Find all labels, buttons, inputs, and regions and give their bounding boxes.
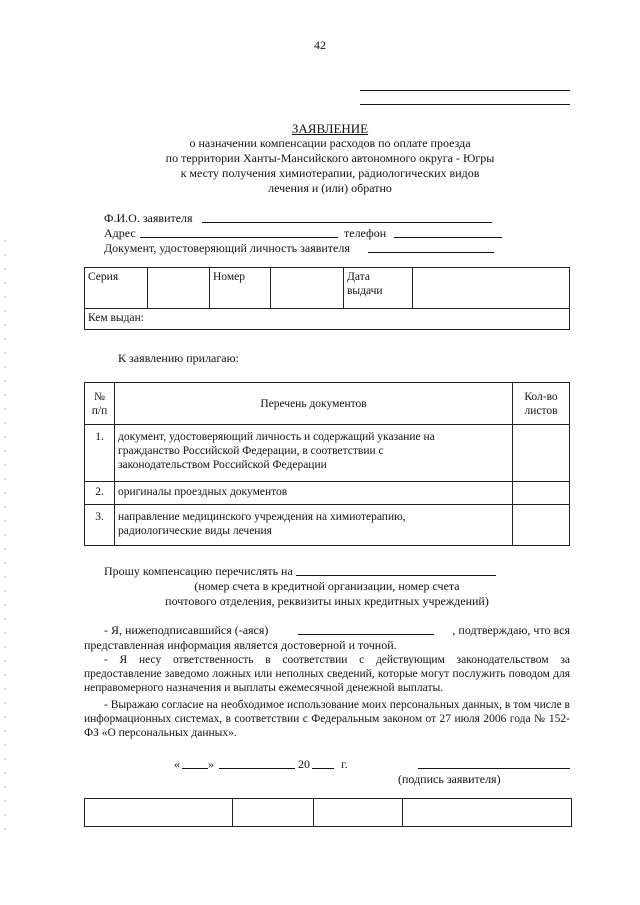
address-row: [104, 226, 136, 240]
statement-1-end: , подтверждаю, что вся: [452, 623, 570, 637]
transfer-hint-line2: почтового отделения, реквизиты иных кредитных учреждений): [165, 594, 489, 608]
col-list-header: Перечень документов: [115, 383, 513, 425]
row-3-num: 3.: [85, 505, 115, 546]
col-num-header-line1: №: [94, 390, 105, 403]
row-1-count[interactable]: [513, 425, 570, 482]
subtitle-line-4: лечения и (или) обратно: [268, 181, 392, 195]
signature-field[interactable]: [418, 768, 570, 769]
series-label: Серия: [85, 268, 148, 309]
document-label: Документ, удостоверяющий личность заявителя: [104, 241, 350, 255]
documents-table: [84, 382, 570, 546]
subtitle-line-1: о назначении компенсации расходов по оплате проезда: [189, 136, 471, 150]
service-table: [84, 798, 572, 827]
col-num-header-line2: п/п: [91, 404, 108, 417]
page-number: 42: [314, 38, 326, 52]
number-value[interactable]: [271, 268, 344, 309]
fio-field[interactable]: [202, 222, 492, 223]
col-num-header: [85, 383, 115, 425]
date-year-prefix: 20: [298, 757, 310, 771]
address-field[interactable]: [140, 237, 338, 238]
fio-label: Ф.И.О. заявителя: [104, 211, 193, 225]
service-cell-3[interactable]: [314, 799, 403, 827]
row-2-num: 2.: [85, 482, 115, 505]
attach-label: К заявлению прилагаю:: [118, 351, 239, 365]
service-cell-1[interactable]: [85, 799, 233, 827]
row-3-text: [115, 505, 513, 546]
statement-1-line2: представленная информация является достоверной и точной.: [84, 638, 397, 652]
col-count-header-line2: листов: [524, 404, 558, 417]
statement-2: - Я несу ответственность в соответствии с действующим законодательством за предоставление заведомо ложных или неполных сведений, которые могут послужить поводом для неправомерного назначения и выплаты ежемесячной денежной выплаты.: [84, 654, 570, 694]
row-1-line-3: законодательством Российской Федерации: [118, 459, 327, 471]
date-month-field[interactable]: [219, 768, 295, 769]
date-year-suffix: г.: [341, 757, 348, 771]
signature-label: (подпись заявителя): [398, 772, 501, 786]
service-cell-2[interactable]: [233, 799, 314, 827]
row-3-line-1: направление медицинского учреждения на химиотерапию,: [118, 511, 406, 523]
issue-date-label-line2: выдачи: [347, 285, 383, 297]
transfer-hint-line1: (номер счета в кредитной организации, номер счета: [194, 579, 460, 593]
address-label: Адрес: [104, 226, 136, 240]
issue-date-label-line1: Дата: [347, 271, 370, 283]
phone-row: [344, 226, 386, 240]
addressee-line-2: [360, 104, 570, 105]
statement-1-start: - Я, нижеподписавшийся (-аяся): [104, 623, 269, 637]
title-block: [120, 121, 540, 196]
col-count-header: [513, 383, 570, 425]
phone-field[interactable]: [394, 237, 502, 238]
row-3-line-2: радиологические виды лечения: [118, 525, 272, 537]
service-cell-4[interactable]: [403, 799, 572, 827]
row-1-text: [115, 425, 513, 482]
subtitle-line-3: к месту получения химиотерапии, радиологических видов: [180, 166, 480, 180]
scan-artifact-dots: [4, 240, 6, 840]
phone-label: телефон: [344, 226, 387, 240]
series-value[interactable]: [148, 268, 210, 309]
document-title: ЗАЯВЛЕНИЕ: [291, 121, 369, 136]
date-day-field[interactable]: [182, 768, 208, 769]
row-2-text: [115, 482, 513, 505]
date-quote-open: «: [174, 757, 180, 771]
document-row: [104, 241, 350, 255]
fio-row: [104, 211, 193, 225]
row-2-line-1: оригиналы проездных документов: [118, 486, 288, 498]
row-2-count[interactable]: [513, 482, 570, 505]
signer-name-field[interactable]: [298, 634, 434, 635]
row-1-num: 1.: [85, 425, 115, 482]
date-quote-close: »: [208, 757, 214, 771]
transfer-account-field[interactable]: [296, 575, 496, 576]
issue-date-label: [344, 268, 413, 309]
addressee-line-1: [360, 90, 570, 91]
row-1-line-1: документ, удостоверяющий личность и содержащий указание на: [118, 431, 435, 443]
id-document-table: [84, 267, 570, 330]
statement-3: - Выражаю согласие на необходимое использование моих персональных данных, в том числе в информационных системах, в соответствии с Федеральным законом от 27 июля 2006 года № 152-ФЗ «О персональных данных».: [84, 699, 570, 739]
number-label: Номер: [210, 268, 271, 309]
transfer-label: Прошу компенсацию перечислять на: [104, 564, 293, 578]
document-field[interactable]: [368, 252, 494, 253]
issue-date-value[interactable]: [413, 268, 570, 309]
issued-by-label: Кем выдан:: [88, 312, 144, 324]
col-count-header-line1: Кол-во: [524, 390, 558, 403]
date-year-field[interactable]: [312, 768, 334, 769]
row-1-line-2: гражданство Российской Федерации, в соответствии с: [118, 445, 384, 457]
issued-by-cell[interactable]: [85, 309, 570, 330]
row-3-count[interactable]: [513, 505, 570, 546]
subtitle-line-2: по территории Ханты-Мансийского автономного округа - Югры: [165, 151, 495, 165]
